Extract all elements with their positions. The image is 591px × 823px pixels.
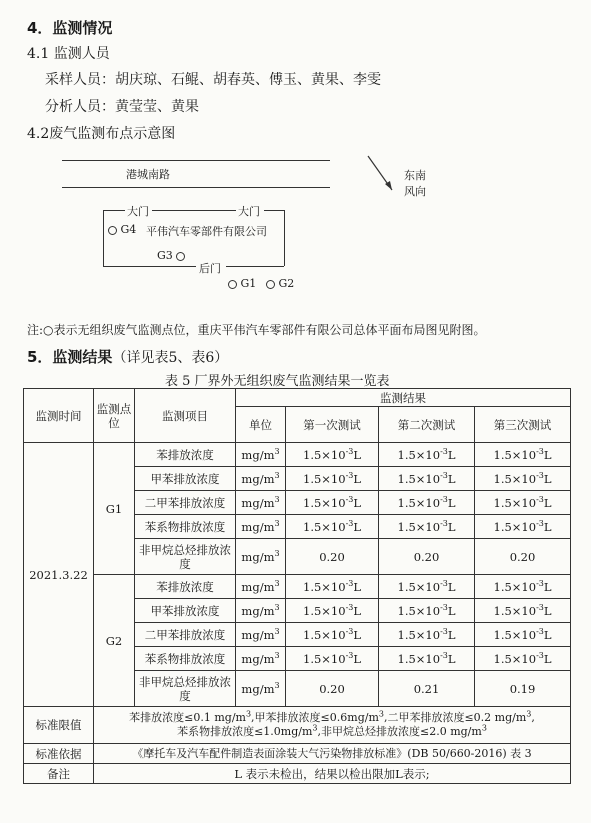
analysis-names: 黄莹莹、黄果 (115, 99, 199, 115)
header-time: 监测时间 (24, 389, 94, 443)
item-cell: 非甲烷总烃排放浓度 (135, 539, 236, 575)
basis-label: 标准依据 (24, 744, 94, 764)
wall-bottom-left (103, 266, 196, 267)
header-item: 监测项目 (135, 389, 236, 443)
header-point: 监测点位 (94, 389, 135, 443)
section-4-2-title: 4.2废气监测布点示意图 (27, 126, 176, 142)
value-cell: $1.5\times 10^{-3}L$ (379, 467, 475, 491)
unit-cell: $mg/m^3$ (236, 599, 286, 623)
wind-label: 风向 (404, 185, 426, 198)
road-label: 港城南路 (126, 168, 170, 181)
item-cell: 苯系物排放浓度 (135, 515, 236, 539)
unit-cell: $mg/m^3$ (236, 467, 286, 491)
section-4-title: 4．监测情况 (27, 19, 113, 37)
gate-right-label: 大门 (238, 205, 260, 218)
value-cell: $1.5\times 10^{-3}L$ (475, 647, 571, 671)
header-unit: 单位 (236, 407, 286, 443)
road-line-bottom (62, 187, 330, 188)
analysis-label: 分析人员： (45, 99, 115, 115)
value-cell: $1.5\times 10^{-3}L$ (379, 647, 475, 671)
value-cell: 0.20 (475, 539, 571, 575)
value-cell: $1.5\times 10^{-3}L$ (475, 491, 571, 515)
point-cell: G1 (94, 443, 135, 575)
value-cell: 0.21 (379, 671, 475, 707)
value-cell: $1.5\times 10^{-3}L$ (286, 647, 379, 671)
wall-top-left (103, 210, 125, 211)
item-cell: 苯排放浓度 (135, 443, 236, 467)
wall-top-middle (152, 210, 236, 211)
item-cell: 苯排放浓度 (135, 575, 236, 599)
unit-cell: $mg/m^3$ (236, 515, 286, 539)
wind-arrow-icon (362, 150, 402, 200)
monitor-point-icon (176, 252, 185, 261)
basis-text: 《摩托车及汽车配件制造表面涂装大气污染物排放标准》(DB 50/660-2016) 表 3 (94, 744, 571, 764)
value-cell: $1.5\times 10^{-3}L$ (379, 515, 475, 539)
wall-bottom-right (226, 266, 284, 267)
sampling-names: 胡庆琼、石鲲、胡春英、傅玉、黄果、李雯 (115, 72, 381, 88)
value-cell: $1.5\times 10^{-3}L$ (379, 575, 475, 599)
gate-left-label: 大门 (127, 205, 149, 218)
item-cell: 甲苯排放浓度 (135, 467, 236, 491)
date-cell: 2021.3.22 (24, 443, 94, 707)
table-row (24, 575, 571, 599)
remark-label: 备注 (24, 764, 94, 784)
header-test2: 第二次测试 (379, 407, 475, 443)
sampling-staff (45, 69, 381, 89)
value-cell: $1.5\times 10^{-3}L$ (379, 623, 475, 647)
item-cell: 二甲苯排放浓度 (135, 623, 236, 647)
value-cell: 0.20 (379, 539, 475, 575)
item-cell: 二甲苯排放浓度 (135, 491, 236, 515)
value-cell: $1.5\times 10^{-3}L$ (379, 599, 475, 623)
section-5-title: 5．监测结果 (27, 348, 113, 366)
unit-cell: $mg/m^3$ (236, 539, 286, 575)
value-cell: 0.20 (286, 539, 379, 575)
unit-cell: $mg/m^3$ (236, 623, 286, 647)
point-g3-label: G3 (157, 249, 173, 262)
point-g4-label: G4 (120, 223, 137, 236)
header-test1: 第一次测试 (286, 407, 379, 443)
value-cell: $1.5\times 10^{-3}L$ (475, 443, 571, 467)
results-table (23, 388, 571, 784)
value-cell: $1.5\times 10^{-3}L$ (286, 491, 379, 515)
value-cell: $1.5\times 10^{-3}L$ (379, 443, 475, 467)
monitor-point-icon (108, 226, 117, 235)
value-cell: $1.5\times 10^{-3}L$ (475, 599, 571, 623)
monitor-point-icon (228, 280, 237, 289)
point-cell: G2 (94, 575, 135, 707)
monitor-point-icon (266, 280, 275, 289)
limit-label: 标准限值 (24, 707, 94, 744)
analysis-staff (45, 96, 199, 116)
value-cell: $1.5\times 10^{-3}L$ (286, 599, 379, 623)
company-label: 平伟汽车零部件有限公司 (146, 225, 267, 238)
wall-right (284, 210, 285, 266)
unit-cell: $mg/m^3$ (236, 443, 286, 467)
section-4-1-title: 4.1 监测人员 (27, 46, 110, 62)
limit-line-2: 苯系物排放浓度$\le 1.0mg/m^3$,非甲烷总烃排放浓度≤2.0 $mg/m^3$ (177, 723, 487, 738)
value-cell: $1.5\times 10^{-3}L$ (286, 443, 379, 467)
unit-cell: $mg/m^3$ (236, 647, 286, 671)
value-cell: $1.5\times 10^{-3}L$ (475, 623, 571, 647)
table-caption: 表 5 厂界外无组织废气监测结果一览表 (165, 374, 390, 389)
value-cell: $1.5\times 10^{-3}L$ (286, 575, 379, 599)
limit-line-1: 苯排放浓度≤0.1 $mg/m^3$,甲苯排放浓度$\le 0.6mg/m^3$,二甲苯排放浓度≤0.2 $mg/m^3$, (129, 709, 535, 724)
point-g3 (157, 249, 185, 262)
section-5-heading (27, 346, 228, 367)
back-gate-label: 后门 (199, 262, 221, 275)
point-g4 (108, 223, 136, 236)
header-results: 监测结果 (236, 389, 571, 407)
table-row (24, 443, 571, 467)
point-g2-label: G2 (278, 277, 295, 290)
point-g1 (228, 277, 256, 290)
unit-cell: $mg/m^3$ (236, 671, 286, 707)
value-cell: 0.20 (286, 671, 379, 707)
limit-text (94, 707, 571, 744)
item-cell: 非甲烷总烃排放浓度 (135, 671, 236, 707)
wall-left (103, 210, 104, 266)
remark-text: L 表示未检出，结果以检出限加L表示; (94, 764, 571, 784)
wind-direction: 东南 (404, 169, 426, 182)
unit-cell: $mg/m^3$ (236, 575, 286, 599)
section-5-title-suffix: （详见表5、表6） (112, 350, 229, 366)
value-cell: $1.5\times 10^{-3}L$ (475, 575, 571, 599)
item-cell: 甲苯排放浓度 (135, 599, 236, 623)
road-line-top (62, 160, 330, 161)
unit-cell: $mg/m^3$ (236, 491, 286, 515)
value-cell: $1.5\times 10^{-3}L$ (475, 467, 571, 491)
value-cell: $1.5\times 10^{-3}L$ (286, 623, 379, 647)
value-cell: $1.5\times 10^{-3}L$ (475, 515, 571, 539)
header-test3: 第三次测试 (475, 407, 571, 443)
item-cell: 苯系物排放浓度 (135, 647, 236, 671)
value-cell: $1.5\times 10^{-3}L$ (286, 515, 379, 539)
diagram-note: 注:○表示无组织废气监测点位，重庆平伟汽车零部件有限公司总体平面布局图见附图。 (27, 323, 486, 337)
value-cell: $1.5\times 10^{-3}L$ (379, 491, 475, 515)
sampling-label: 采样人员： (45, 72, 115, 88)
point-g1-label: G1 (240, 277, 257, 290)
point-g2 (266, 277, 294, 290)
value-cell: $1.5\times 10^{-3}L$ (286, 467, 379, 491)
wall-top-right (264, 210, 284, 211)
value-cell: 0.19 (475, 671, 571, 707)
